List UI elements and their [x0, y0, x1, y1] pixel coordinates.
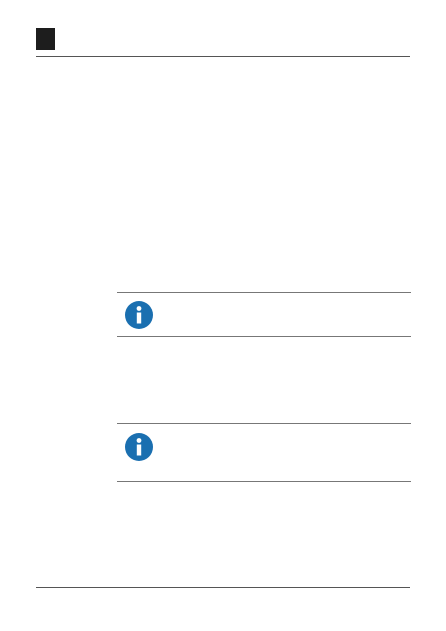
fasel-logo: [36, 28, 55, 50]
note-divider-bottom: [117, 481, 411, 482]
note-divider-bottom: [117, 336, 411, 337]
info-icon: [124, 432, 154, 462]
note-box: [167, 428, 407, 432]
note-box: [167, 298, 407, 302]
step-list-721: [117, 389, 413, 393]
info-icon: [124, 300, 154, 330]
footer-divider: [36, 587, 410, 588]
note-divider-top: [117, 423, 411, 424]
note-divider-top: [117, 292, 411, 293]
header-divider: [36, 56, 410, 57]
